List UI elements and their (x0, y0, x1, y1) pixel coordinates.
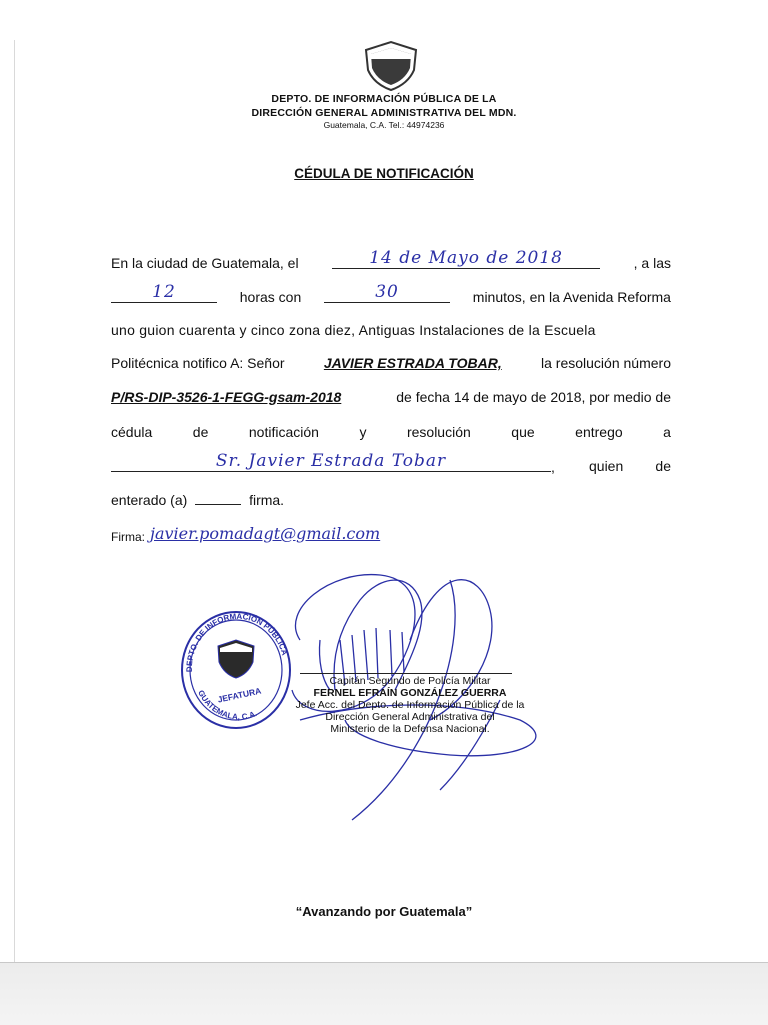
line8-suffix: firma. (249, 492, 285, 508)
line6-word: notificación (248, 424, 319, 440)
line7-de: de (655, 458, 671, 474)
header-line-2: DIRECCIÓN GENERAL ADMINISTRATIVA DEL MDN. (251, 107, 517, 119)
minutes-handwritten: 30 (375, 282, 399, 302)
date-handwritten: 14 de Mayo de 2018 (369, 248, 563, 268)
line6-word: entrego (575, 424, 623, 440)
minutes-blank (324, 282, 450, 303)
line2-horas: horas con (239, 289, 302, 305)
stamp-text-top: DEPTO. DE INFORMACIÓN PÚBLICA (184, 611, 290, 673)
body-line-8 (111, 490, 671, 509)
header-line-1: DEPTO. DE INFORMACIÓN PÚBLICA DE LA (271, 93, 497, 105)
motto: “Avanzando por Guatemala” (295, 904, 473, 919)
scan-bottom-edge (0, 962, 768, 1025)
header-contact: Guatemala, C.A. Tel.: 44974236 (323, 120, 445, 130)
body-line-3: uno guion cuarenta y cinco zona diez, Antiguas Instalaciones de la Escuela (111, 322, 596, 338)
stamp-text-mid: JEFATURA (216, 685, 263, 705)
line6-word: de (192, 424, 209, 440)
body-line-7: Sr. Javier Estrada Tobar , quien de (111, 457, 671, 476)
signatory-title-2: Dirección General Administrativa del (325, 711, 495, 723)
line6-word: a (663, 424, 671, 440)
body-line-1 (111, 248, 671, 272)
line6-word: que (511, 424, 535, 440)
firma-label: Firma: (111, 530, 145, 544)
recipient-name: JAVIER ESTRADA TOBAR, (323, 355, 502, 371)
body-line-2 (111, 282, 671, 306)
receiver-handwritten: Sr. Javier Estrada Tobar (215, 451, 447, 471)
resolution-reference: P/RS-DIP-3526-1-FEGG-gsam-2018 (111, 389, 342, 405)
line8-prefix: enterado (a) (111, 492, 188, 508)
signatory-rank: Capitán Segundo de Policía Militar (329, 675, 491, 687)
crest-shield-icon (362, 40, 420, 92)
firma-handwritten: javier.pomadagt@gmail.com (150, 524, 381, 543)
line1-suffix: , a las (633, 255, 671, 271)
line4-suffix: la resolución número (541, 355, 671, 371)
line6-word: cédula (111, 424, 153, 440)
signatory-name: FERNEL EFRAÍN GONZÁLEZ GUERRA (313, 687, 507, 699)
signatory-title-1: Jefe Acc. del Depto. de Información Pública de la (295, 699, 525, 711)
line6-word: resolución (406, 424, 471, 440)
stamp-text-bottom: GUATEMALA, C.A. (196, 688, 259, 722)
body-line-5 (111, 388, 671, 406)
line1-prefix: En la ciudad de Guatemala, el (111, 255, 299, 271)
signatory-title-3: Ministerio de la Defensa Nacional. (330, 723, 490, 735)
signature-blank (195, 490, 241, 505)
hours-blank (111, 282, 217, 303)
line2-suffix: minutos, en la Avenida Reforma (472, 289, 671, 305)
signature-line (300, 673, 512, 674)
body-line-4 (111, 354, 671, 372)
line4-prefix: Politécnica notifico A: Señor (111, 355, 285, 371)
date-blank (332, 248, 600, 269)
hours-handwritten: 12 (152, 282, 176, 302)
line6-word: y (359, 424, 367, 440)
line7-quien: quien (589, 458, 624, 474)
body-line-6 (111, 423, 671, 441)
line5-suffix: de fecha 14 de mayo de 2018, por medio de (396, 389, 671, 405)
document-title: CÉDULA DE NOTIFICACIÓN (294, 166, 474, 181)
